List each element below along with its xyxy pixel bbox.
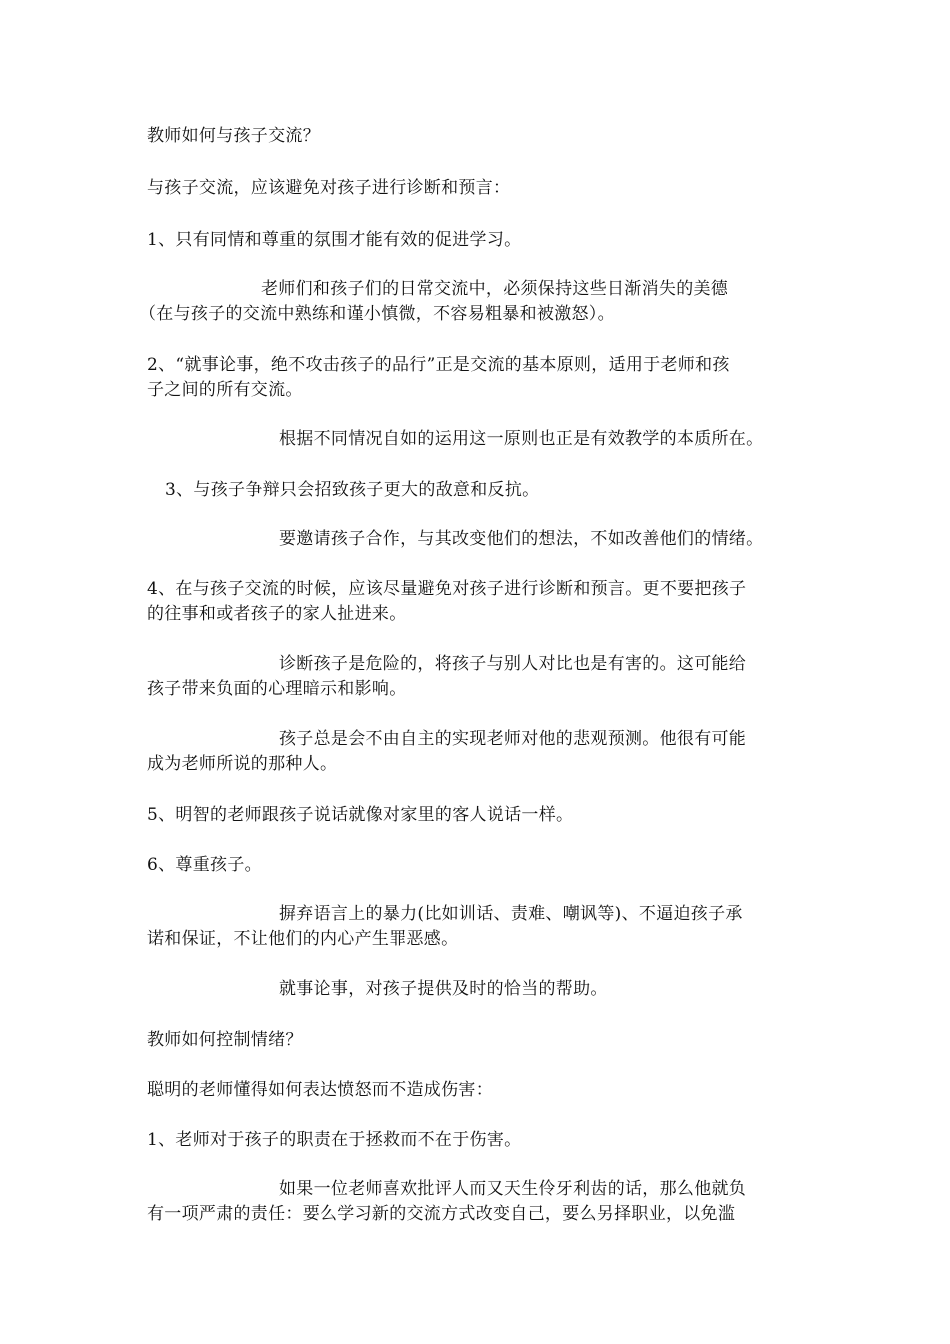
paragraph-line: 子之间的所有交流。 [147, 380, 303, 400]
paragraph-line: 有一项严肃的责任：要么学习新的交流方式改变自己，要么另择职业，以免滥 [147, 1204, 736, 1224]
paragraph-line: 诊断孩子是危险的，将孩子与别人对比也是有害的。这可能给 [279, 654, 747, 674]
paragraph-line: 诺和保证，不让他们的内心产生罪恶感。 [147, 929, 459, 949]
point-2: 2、“就事论事，绝不攻击孩子的品行”正是交流的基本原则，适用于老师和孩 [147, 355, 730, 375]
paragraph-line: 的往事和或者孩子的家人扯进来。 [147, 604, 407, 624]
intro-line: 聪明的老师懂得如何表达愤怒而不造成伤害： [147, 1080, 493, 1100]
intro-line: 与孩子交流，应该避免对孩子进行诊断和预言： [147, 178, 511, 198]
paragraph-line: 孩子总是会不由自主的实现老师对他的悲观预测。他很有可能 [279, 729, 747, 749]
emotion-point-1: 1、老师对于孩子的职责在于拯救而不在于伤害。 [147, 1130, 522, 1150]
paragraph-line: 摒弃语言上的暴力(比如训话、责难、嘲讽等)、不逼迫孩子承 [279, 904, 743, 924]
point-4: 4、在与孩子交流的时候，应该尽量避免对孩子进行诊断和预言。更不要把孩子 [147, 579, 747, 599]
paragraph-line: 如果一位老师喜欢批评人而又天生伶牙利齿的话，那么他就负 [279, 1179, 747, 1199]
point-5: 5、明智的老师跟孩子说话就像对家里的客人说话一样。 [147, 805, 574, 825]
paragraph-line: 根据不同情况自如的运用这一原则也正是有效教学的本质所在。 [279, 429, 764, 449]
heading-communication: 教师如何与孩子交流？ [147, 126, 320, 146]
point-6: 6、尊重孩子。 [147, 855, 262, 875]
paragraph-line: 老师们和孩子们的日常交流中，必须保持这些日渐消失的美德 [261, 279, 729, 299]
point-3: 3、与孩子争辩只会招致孩子更大的敌意和反抗。 [165, 480, 540, 500]
paragraph-line: （在与孩子的交流中熟练和谨小慎微，不容易粗暴和被激怒）。 [139, 304, 615, 324]
paragraph-line: 就事论事，对孩子提供及时的恰当的帮助。 [279, 979, 608, 999]
paragraph-line: 孩子带来负面的心理暗示和影响。 [147, 679, 407, 699]
paragraph-line: 要邀请孩子合作，与其改变他们的想法，不如改善他们的情绪。 [279, 529, 764, 549]
point-1: 1、只有同情和尊重的氛围才能有效的促进学习。 [147, 230, 522, 250]
paragraph-line: 成为老师所说的那种人。 [147, 754, 338, 774]
heading-emotions: 教师如何控制情绪？ [147, 1030, 303, 1050]
